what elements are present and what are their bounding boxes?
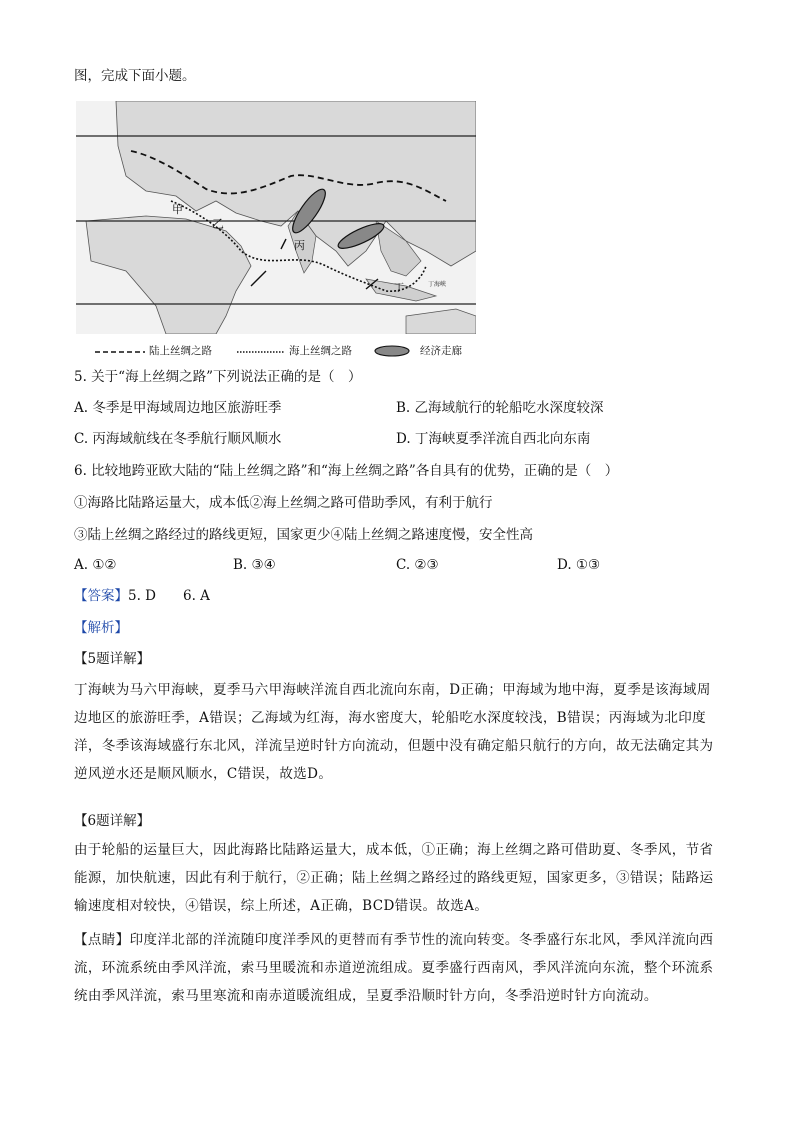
q6-option-b: B. ③④ [233,557,276,573]
q5-option-a: A. 冬季是甲海域周边地区旅游旺季 [74,400,282,416]
answer-tag: 【答案】 [74,588,128,604]
silk-road-map [76,101,476,334]
legend-sea-label: 海上丝绸之路 [289,345,352,357]
label-jia: 甲 [172,203,183,216]
detail6-tag: 【6题详解】 [74,813,151,829]
legend-corridor-label: 经济走廊 [420,345,462,357]
intro-text: 图，完成下面小题。 [74,68,196,84]
analysis-tag: 【解析】 [74,620,128,636]
label-ding: 丁 [394,283,404,294]
q5-option-b: B. 乙海域航行的轮船吃水深度较深 [396,400,604,416]
q6-stem: 6. 比较地跨亚欧大陆的“陆上丝绸之路”和“海上丝绸之路”各自具有的优势，正确的是（ ） [74,463,619,479]
detail6-text: 由于轮船的运量巨大，因此海路比陆路运量大，成本低，①正确；海上丝绸之路可借助夏、冬季风，节省能源，加快航速，因此有利于航行，②正确；陆上丝绸之路经过的路线更短，国家更多，③错误；陆路运输速度相对较快，④错误，综上所述，A正确，BCD错误。故选A。 [74,842,714,914]
q6-line2: ③陆上丝绸之路经过的路线更短，国家更少④陆上丝绸之路速度慢，安全性高 [74,527,533,543]
legend-dash-icon [95,348,145,356]
q5-option-d: D. 丁海峡夏季洋流自西北向东南 [396,431,591,447]
answer-text: 5. D 6. A [128,588,210,604]
tip-block [74,926,720,1010]
answer-line [74,586,210,606]
legend-corridor-icon [373,344,411,358]
label-strait: 丁海峡 [428,281,447,288]
tip-text: 印度洋北部的洋流随印度洋季风的更替而有季节性的流向转变。冬季盛行东北风，季风洋流向西流，环流系统由季风洋流，索马里暖流和赤道逆流组成。夏季盛行西南风，季风洋流向东流，整个环流系统由季风洋流，索马里寒流和南赤道暖流组成，呈夏季沿顺时针方向，冬季沿逆时针方向流动。 [74,932,714,1004]
map-graphic [76,101,476,334]
legend-land-label: 陆上丝绸之路 [149,345,212,357]
q6-option-d: D. ①③ [557,557,601,573]
label-yi: 乙 [212,217,225,231]
q5-option-c: C. 丙海域航线在冬季航行顺风顺水 [74,431,282,447]
detail5-tag: 【5题详解】 [74,651,151,667]
q6-option-c: C. ②③ [396,557,439,573]
q6-option-a: A. ①② [74,557,117,573]
tip-tag: 【点睛】 [74,932,130,948]
label-bing: 丙 [294,239,305,252]
q6-line1: ①海路比陆路运量大，成本低②海上丝绸之路可借助季风，有利于航行 [74,495,493,511]
q5-stem: 5. 关于“海上丝绸之路”下列说法正确的是（ ） [74,369,362,385]
legend-dot-icon [237,348,285,356]
detail5-text: 丁海峡为马六甲海峡，夏季马六甲海峡洋流自西北流向东南，D正确；甲海域为地中海，夏季是该海域周边地区的旅游旺季，A错误；乙海域为红海，海水密度大，轮船吃水深度较浅，B错误；丙海域为北印度洋，冬季该海域盛行东北风，洋流呈逆时针方向流动，但题中没有确定船只航行的方向，故无法确定其为逆风逆水还是顺风顺水，C错误，故选D。 [74,682,714,782]
